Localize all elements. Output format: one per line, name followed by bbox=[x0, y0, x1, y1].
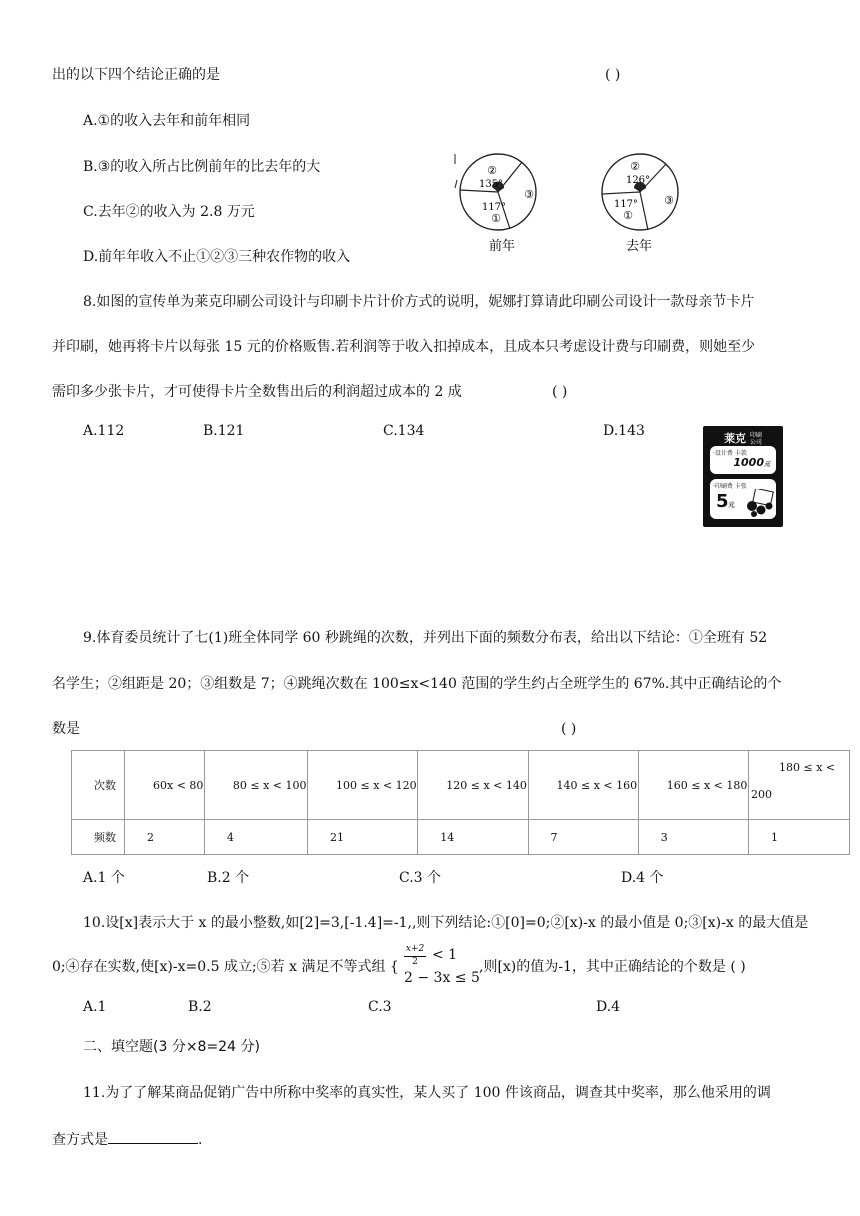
q8-line-2: 并印刷，她再将卡片以每张 15 元的价格贩售.若利润等于收入扣掉成本，且成本只考虑设计费与印刷费，则她至少 bbox=[52, 339, 756, 355]
poster-print-yuan: 元 bbox=[728, 502, 735, 509]
q7-option-d: D.前年年收入不止①②③三种农作物的收入 bbox=[83, 249, 351, 265]
q10-line-2-pre: 0;④存在实数,使[x)-x=0.5 成立;⑤若 x 满足不等式组 { bbox=[52, 959, 399, 975]
table-count-1: 2 bbox=[125, 820, 205, 855]
poster-brand-sub: 印刷 公司 bbox=[749, 432, 762, 446]
poster-header bbox=[703, 430, 783, 446]
table-row-counts bbox=[72, 820, 850, 855]
q8-answer-paren: ( ) bbox=[552, 384, 568, 400]
pie-prev-caption: 前年 bbox=[488, 239, 516, 254]
q10-ineq1-rhs: < 1 bbox=[432, 947, 458, 963]
pie-prev-angle-1: 117° bbox=[481, 202, 507, 213]
pie-last-angle-1: 117° bbox=[613, 199, 639, 210]
table-count-2: 4 bbox=[204, 820, 307, 855]
poster-print-fee bbox=[710, 479, 776, 519]
table-range-2: 80 ≤ x < 100 bbox=[204, 751, 307, 820]
q10-option-c: C.3 bbox=[368, 999, 392, 1015]
q10-line-1: 10.设[x]表示大于 x 的最小整数,如[2]=3,[-1.4]=-1,,则下列结论:①[0]=0;②[x)-x 的最小值是 0;③[x)-x 的最大值是 bbox=[83, 915, 809, 931]
q11-line-2-post: . bbox=[198, 1132, 203, 1148]
q9-option-b: B.2 个 bbox=[207, 870, 250, 886]
section-2-title: 二、填空题(3 分×8=24 分) bbox=[83, 1039, 260, 1055]
table-count-4: 14 bbox=[418, 820, 528, 855]
q8-price-poster bbox=[703, 426, 783, 527]
q8-line-1: 8.如图的宣传单为莱克印刷公司设计与印刷卡片计价方式的说明，妮娜打算请此印刷公司设计一款母亲节卡片 bbox=[83, 294, 755, 310]
q10-line-2-post: ,则[x)的值为-1，其中正确结论的个数是 ( ) bbox=[479, 959, 746, 975]
pie-prev-label-3: ③ bbox=[524, 188, 534, 201]
q11-line-2-pre: 查方式是 bbox=[52, 1132, 108, 1148]
q7-option-a: A.①的收入去年和前年相同 bbox=[83, 113, 251, 129]
pie-prev-angle-2: 135° bbox=[478, 179, 504, 190]
q9-frequency-table bbox=[71, 750, 850, 855]
q9-answer-paren: ( ) bbox=[561, 721, 577, 737]
poster-design-price: 1000 bbox=[733, 456, 764, 469]
table-range-4: 120 ≤ x < 140 bbox=[418, 751, 528, 820]
pie-prev-label-2: ② bbox=[487, 164, 497, 177]
table-count-3: 21 bbox=[308, 820, 418, 855]
pie-last-label-3: ③ bbox=[664, 194, 674, 207]
q11-answer-blank[interactable] bbox=[108, 1129, 198, 1144]
pie-last-label-1: ① bbox=[623, 209, 633, 222]
q8-line-3: 需印多少张卡片，才可使得卡片全数售出后的利润超过成本的 2 成 bbox=[52, 384, 462, 400]
q10-frac-den: 2 bbox=[412, 957, 418, 967]
pie-last-label-2: ② bbox=[630, 160, 640, 173]
poster-design-yuan: 元 bbox=[763, 461, 770, 468]
table-range-7-top: 180 ≤ x < bbox=[779, 761, 836, 774]
table-range-1: 60x < 80 bbox=[125, 751, 205, 820]
poster-print-label: ·印刷费 bbox=[713, 483, 733, 490]
q10-option-b: B.2 bbox=[188, 999, 212, 1015]
table-header-frequency: 频数 bbox=[72, 820, 125, 855]
pie-prev bbox=[455, 154, 536, 254]
table-count-5: 7 bbox=[528, 820, 638, 855]
q9-option-c: C.3 个 bbox=[399, 870, 442, 886]
q11-line-2 bbox=[52, 1129, 202, 1150]
table-range-5: 140 ≤ x < 160 bbox=[528, 751, 638, 820]
poster-print-unit: 卡张 bbox=[734, 483, 747, 490]
q10-inequality-system bbox=[398, 944, 478, 988]
q10-option-a: A.1 bbox=[83, 999, 107, 1015]
table-range-7 bbox=[749, 751, 850, 820]
q10-option-d: D.4 bbox=[596, 999, 621, 1015]
pie-prev-label-1: ① bbox=[491, 212, 501, 225]
poster-design-label: ·设计费 bbox=[713, 450, 733, 457]
poster-print-price: 5 bbox=[716, 491, 729, 512]
q8-option-a: A.112 bbox=[83, 423, 125, 439]
q10-ineq2: 2 − 3x ≤ 5 bbox=[404, 970, 480, 986]
q8-option-d: D.143 bbox=[603, 423, 645, 439]
poster-decor-icon bbox=[744, 489, 774, 517]
q7-option-c: C.去年②的收入为 2.8 万元 bbox=[83, 204, 255, 220]
table-range-3: 100 ≤ x < 120 bbox=[308, 751, 418, 820]
q7-stem-tail: 出的以下四个结论正确的是 bbox=[52, 67, 220, 83]
table-range-6: 160 ≤ x < 180 bbox=[638, 751, 748, 820]
q8-option-b: B.121 bbox=[203, 423, 245, 439]
table-header-count: 次数 bbox=[72, 751, 125, 820]
poster-design-fee bbox=[710, 446, 776, 474]
q9-line-1: 9.体育委员统计了七(1)班全体同学 60 秒跳绳的次数，并列出下面的频数分布表，给出以下结论：①全班有 52 bbox=[83, 630, 768, 646]
table-range-7-bottom: 200 bbox=[751, 788, 772, 801]
poster-design-unit: 卡款 bbox=[734, 450, 747, 457]
q7-pie-charts bbox=[452, 150, 702, 260]
q9-option-d: D.4 个 bbox=[621, 870, 664, 886]
q7-option-b: B.③的收入所占比例前年的比去年的大 bbox=[83, 159, 321, 175]
q11-line-1: 11.为了了解某商品促销广告中所称中奖率的真实性，某人买了 100 件该商品，调查其中奖率，那么他采用的调 bbox=[83, 1085, 771, 1101]
q9-line-2: 名学生；②组距是 20；③组数是 7；④跳绳次数在 100≤x<140 范围的学生约占全班学生的 67%.其中正确结论的个 bbox=[52, 676, 782, 692]
pie-last bbox=[602, 154, 678, 254]
table-count-7: 1 bbox=[749, 820, 850, 855]
q8-option-c: C.134 bbox=[383, 423, 425, 439]
table-row-ranges bbox=[72, 751, 850, 820]
pie-last-angle-2: 126° bbox=[625, 175, 651, 186]
poster-brand: 莱克 bbox=[724, 432, 747, 445]
q10-frac-num: x+2 bbox=[405, 944, 425, 954]
table-count-6: 3 bbox=[638, 820, 748, 855]
q7-answer-paren: ( ) bbox=[605, 67, 621, 83]
pie-last-caption: 去年 bbox=[625, 239, 653, 254]
q9-option-a: A.1 个 bbox=[83, 870, 125, 886]
q9-line-3: 数是 bbox=[52, 721, 80, 737]
